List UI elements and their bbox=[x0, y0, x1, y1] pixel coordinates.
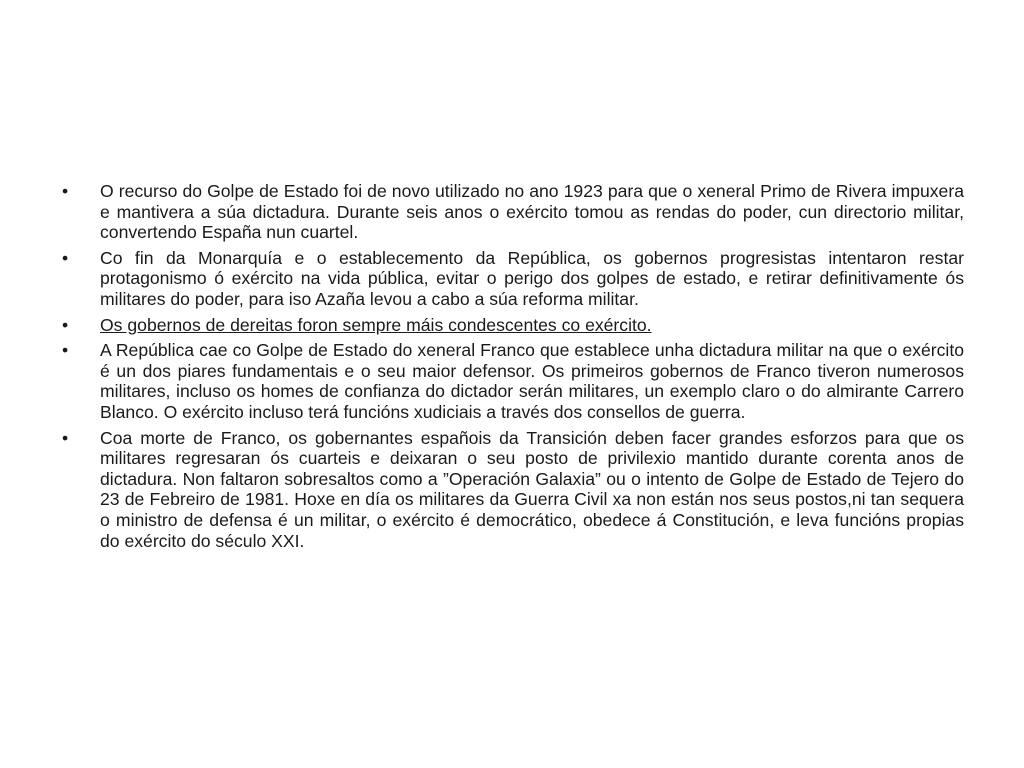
bullet-item-golpe-1923 bbox=[62, 181, 964, 243]
bullet-item-transicion bbox=[62, 428, 964, 552]
bullet-item-republica bbox=[62, 248, 964, 310]
bullet-text: Co fin da Monarquía e o establecemento da República, os gobernos progresistas intentaron restar protagonismo ó exército na vida pública, evitar o perigo dos golpes de estado, e retirar definitivamente ós militares do poder, para iso Azaña levou a cabo a súa reforma militar. bbox=[100, 247, 964, 309]
bullet-icon: • bbox=[62, 340, 69, 361]
bullet-icon: • bbox=[62, 181, 69, 201]
bullet-text: Coa morte de Franco, os gobernantes españois da Transición deben facer grandes esforzos para que os militares regresaran ós cuarteis e deixaran o seu posto de privilexio mantido durante corenta anos de dictadura. Non faltaron sobresaltos como a ”Operación Galaxia” ou o intento de Golpe de Estado de Tejero do 23 de Febreiro de 1981. Hoxe en día os militares da Guerra Civil xa non están nos seus postos,ni tan sequera o ministro de defensa é un militar, o exército é democrático, obedece á Constitución, e leva funcións propias do exército do século XXI. bbox=[100, 427, 964, 551]
bullet-list bbox=[62, 181, 964, 556]
bullet-text: O recurso do Golpe de Estado foi de novo utilizado no ano 1923 para que o xeneral Primo de Rivera impuxera e mantivera a súa dictadura. Durante seis anos o exército tomou as rendas do poder, cun directorio militar, convertendo España nun cuartel. bbox=[100, 181, 964, 243]
bullet-text-underlined: Os gobernos de dereitas foron sempre máis condescentes co exército. bbox=[100, 314, 652, 335]
bullet-item-gobernos-dereitas bbox=[62, 315, 964, 336]
bullet-icon: • bbox=[62, 314, 69, 335]
bullet-icon: • bbox=[62, 247, 69, 268]
bullet-icon: • bbox=[62, 427, 69, 448]
bullet-item-franco bbox=[62, 340, 964, 422]
bullet-text: A República cae co Golpe de Estado do xeneral Franco que establece unha dictadura militar na que o exército é un dos piares fundamentais e o seu maior defensor. Os primeiros gobernos de Franco tiveron numerosos militares, incluso os homes de confianza do dictador serán militares, un exemplo claro o do almirante Carrero Blanco. O exército incluso terá funcións xudiciais a través dos consellos de guerra. bbox=[100, 340, 964, 422]
